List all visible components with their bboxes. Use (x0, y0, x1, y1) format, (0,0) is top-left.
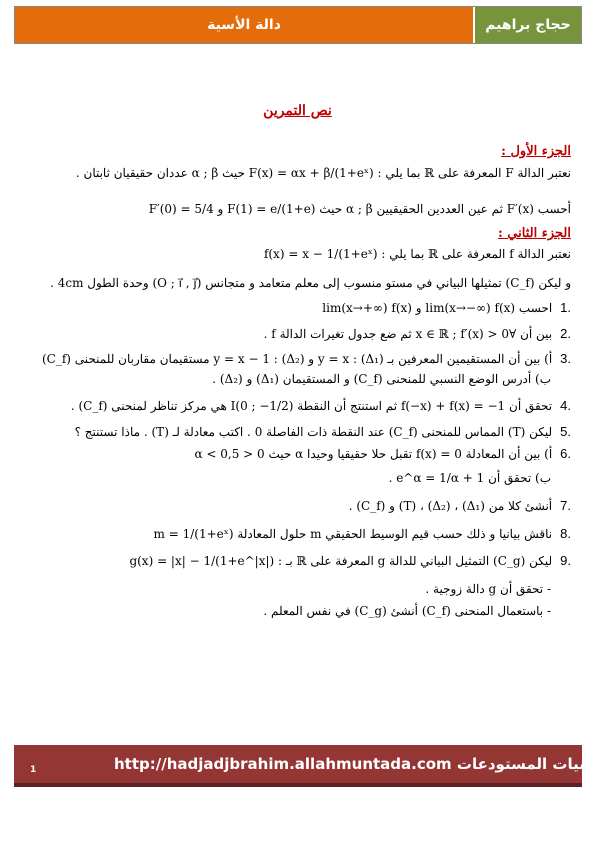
question-item (349, 498, 571, 513)
question-text: أ) بين أن المعادلة f(x) = 0 تقبل حلا حقيقيا وحيدا α حيث 0 < α < 0,5 (194, 447, 553, 461)
header-author: حجاج براهيم (473, 7, 581, 43)
question-item (389, 471, 551, 485)
question-number: 1. (560, 300, 571, 315)
question-item (154, 526, 571, 541)
part2-line2: و ليكن (C_f) تمثيلها البياني في مستو منسوب إلى معلم متعامد و متجانس (O ; i⃗ , j⃗) وحدة الطول 4cm . (50, 276, 571, 290)
question-text: احسب lim(x→−∞) f(x) و lim(x→+∞) f(x) (322, 301, 553, 315)
question-item (263, 604, 551, 618)
part1-title: الجزء الأول : (501, 144, 571, 159)
question-text: ب) تحقق أن 1 + e^α = 1/α . (388, 471, 551, 485)
question-number: 4. (560, 398, 571, 413)
question-number: 9. (560, 553, 571, 568)
question-item (194, 446, 571, 461)
question-item (71, 398, 571, 413)
page-footer (14, 745, 614, 787)
question-number: 6. (560, 446, 571, 461)
question-item (264, 326, 571, 341)
question-text: أنشئ كلا من (Δ₁) ، (Δ₂) ، (T) و (C_f) . (348, 499, 553, 513)
question-text: أ) بين أن المستقيمين المعرفين بـ (Δ₁) : y = x و (Δ₂) : y = x − 1 مستقيمان مقاربان للمنحنى (C_f) (41, 352, 553, 366)
part2-title: الجزء الثاني : (497, 226, 571, 241)
page-header (14, 6, 582, 44)
question-text: - تحقق أن g دالة زوجية . (425, 582, 551, 596)
question-number: 2. (560, 326, 571, 341)
section-title: نص التمرين (263, 103, 332, 119)
footer-link[interactable]: http://hadjadjbrahim.allahmuntada.com رياضيات المستودعات (114, 755, 614, 773)
question-text: ليكن (T) المماس للمنحنى (C_f) عند النقطة ذات الفاصلة 0 . اكتب معادلة لـ (T) . ماذا تستنتج ؟ (74, 425, 553, 439)
question-text: ناقش بيانيا و ذلك حسب قيم الوسيط الحقيقي m حلول المعادلة m = 1/(1+eˣ) (153, 527, 553, 541)
part1-line2: أحسب F′(x) ثم عين العددين الحقيقيين α ; β حيث F(1) = e/(1+e) و F′(0) = 5/4 (148, 202, 571, 216)
question-item (42, 351, 571, 366)
question-text: ب) أدرس الوضع النسبي للمنحنى (C_f) و المستقيمان (Δ₁) و (Δ₂) . (212, 372, 551, 386)
question-number: 7. (560, 498, 571, 513)
part2-line1: نعتبر الدالة f المعرفة على ℝ بما يلي : f(x) = x − 1/(1+eˣ) (263, 247, 571, 261)
question-item (129, 553, 571, 568)
question-text: تحقق أن f(−x) + f(x) = −1 ثم استنتج أن النقطة I(0 ; −1/2) هي مركز تناظر لمنحنى (C_f) . (70, 399, 553, 413)
header-title: دالة الأسية (15, 7, 473, 43)
question-number: 8. (560, 526, 571, 541)
question-item (322, 300, 571, 315)
part1-line1: نعتبر الدالة F المعرفة على ℝ بما يلي : F(x) = αx + β/(1+eˣ) حيث α ; β عددان حقيقيان ثابتان . (75, 166, 571, 180)
page-number: 1 (30, 765, 37, 775)
question-text: بين أن ∀x ∈ ℝ ; f′(x) > 0 ثم ضع جدول تغيرات الدالة f . (263, 327, 553, 341)
question-number: 5. (560, 424, 571, 439)
question-text: - باستعمال المنحنى (C_f) أنشئ (C_g) في نفس المعلم . (263, 604, 551, 618)
question-number: 3. (560, 351, 571, 366)
question-text: ليكن (C_g) التمثيل البياني للدالة g المعرفة على ℝ بـ : g(x) = |x| − 1/(1+e^|x|) (129, 554, 553, 568)
question-item (212, 372, 551, 386)
question-item (425, 582, 551, 596)
question-item (75, 424, 571, 439)
